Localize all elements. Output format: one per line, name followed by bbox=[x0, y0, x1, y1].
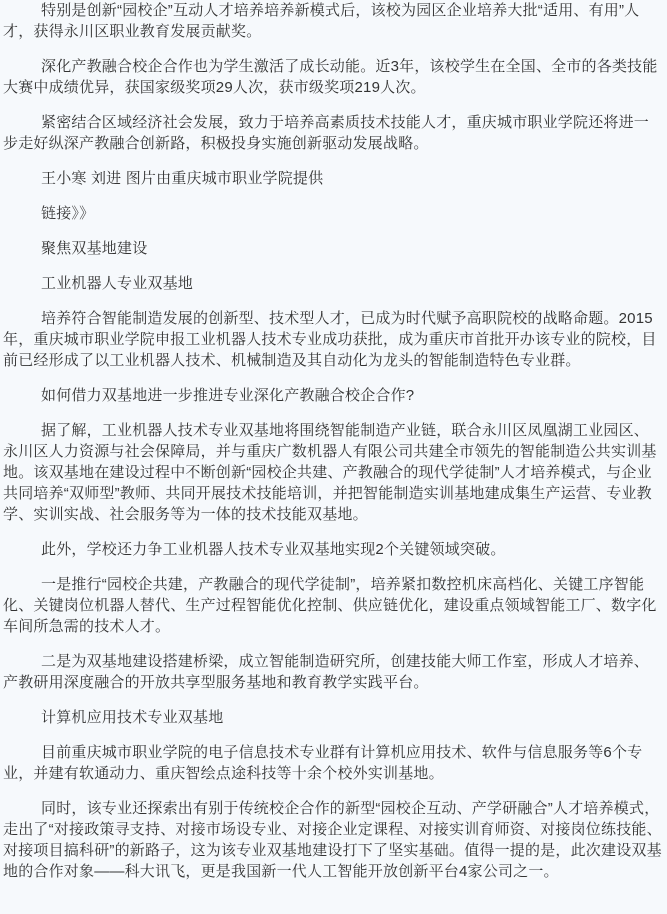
subsection-heading-computer-application: 计算机应用技术专业双基地 bbox=[41, 709, 224, 726]
body-paragraph: 目前重庆城市职业学院的电子信息技术专业群有计算机应用技术、软件与信息服务等6个专业，并建有软通动力、重庆智绘点途科技等十余个校外实训基地。 bbox=[3, 744, 643, 782]
body-paragraph: 同时，该专业还探索出有别于传统校企合作的新型“园校企互动、产学研融合”人才培养模式，走出了“对接政策寻支持、对接市场设专业、对接企业定课程、对接实训育师资、对接岗位练技能、对接项目搞科研”的新路子，这为该专业双基地建设打下了坚实基础。值得一提的是，此次建设双基地的合作对象——科大讯飞，更是我国新一代人工智能开放创新平台4家公司之一。 bbox=[3, 800, 662, 880]
subsection-heading-industrial-robot: 工业机器人专业双基地 bbox=[41, 275, 194, 292]
body-paragraph: 此外，学校还力争工业机器人技术专业双基地实现2个关键领域突破。 bbox=[41, 541, 506, 558]
body-paragraph: 紧密结合区域经济社会发展，致力于培养高素质技术技能人才，重庆城市职业学院还将进一步走好纵深产教融合创新路，积极投身实施创新驱动发展战略。 bbox=[3, 114, 650, 152]
section-heading: 聚焦双基地建设 bbox=[41, 240, 148, 257]
question-paragraph: 如何借力双基地进一步推进专业深化产教融合校企合作? bbox=[41, 387, 415, 404]
body-paragraph: 深化产教融合校企合作也为学生激活了成长动能。近3年，该校学生在全国、全市的各类技能大赛中成绩优异，获国家级奖项29人次，获市级奖项219人次。 bbox=[3, 58, 658, 96]
link-marker: 链接》》 bbox=[41, 205, 95, 222]
body-paragraph: 二是为双基地建设搭建桥梁，成立智能制造研究所，创建技能大师工作室，形成人才培养、产教研用深度融合的开放共享型服务基地和教育教学实践平台。 bbox=[3, 653, 650, 691]
body-paragraph: 据了解，工业机器人技术专业双基地将围绕智能制造产业链，联合永川区凤凰湖工业园区、永川区人力资源与社会保障局，并与重庆广数机器人有限公司共建全市领先的智能制造公共实训基地。该双基地在建设过程中不断创新“园校企共建、产教融合的现代学徒制”人才培养模式，与企业共同培养“双师型”教师、共同开展技术技能培训，并把智能制造实训基地建成集生产运营、专业教学、实训实战、社会服务等为一体的技术技能双基地。 bbox=[3, 422, 657, 523]
body-paragraph: 一是推行“园校企共建，产教融合的现代学徒制”，培养紧扣数控机床高档化、关键工序智能化、关键岗位机器人替代、生产过程智能优化控制、供应链优化，建设重点领域智能工厂、数字化车间所急需的技术人才。 bbox=[3, 576, 657, 635]
body-paragraph: 培养符合智能制造发展的创新型、技术型人才，已成为时代赋予高职院校的战略命题。2015年，重庆城市职业学院申报工业机器人技术专业成功获批，成为重庆市首批开办该专业的院校，目前已经形成了以工业机器人技术、机械制造及其自动化为龙头的智能制造特色专业群。 bbox=[3, 310, 657, 369]
byline: 王小寒 刘进 图片由重庆城市职业学院提供 bbox=[41, 170, 324, 187]
body-paragraph: 特别是创新“园校企”互动人才培养培养新模式后，该校为园区企业培养大批“适用、有用”人才，获得永川区职业教育发展贡献奖。 bbox=[3, 2, 640, 40]
